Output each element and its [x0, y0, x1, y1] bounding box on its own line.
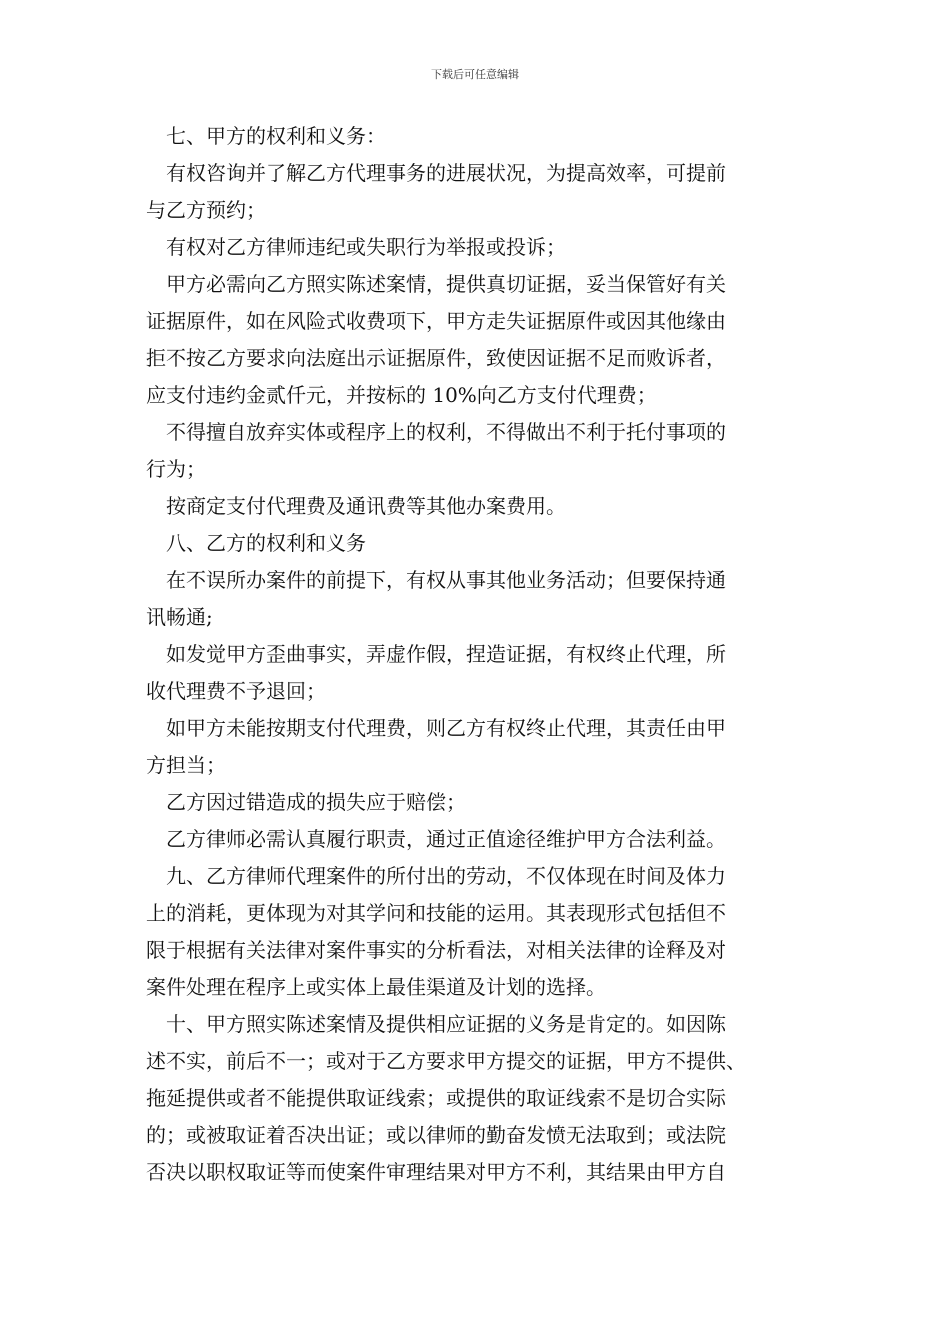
paragraph-line: 拖延提供或者不能提供取证线索；或提供的取证线索不是切合实际 — [146, 1086, 726, 1110]
paragraph-line: 行为； — [146, 457, 206, 481]
paragraph-line: 限于根据有关法律对案件事实的分析看法，对相关法律的诠释及对 — [146, 938, 726, 962]
section-heading-9: 九、乙方律师代理案件的所付出的劳动，不仅体现在时间及体力 — [166, 864, 726, 888]
page-header: 下载后可任意编辑 — [431, 68, 519, 81]
paragraph-line: 拒不按乙方要求向法庭出示证据原件，致使因证据不足而败诉者， — [146, 346, 726, 370]
paragraph-line: 否决以职权取证等而使案件审理结果对甲方不利，其结果由甲方自 — [146, 1160, 726, 1184]
paragraph-line: 方担当； — [146, 753, 226, 777]
paragraph-line: 上的消耗，更体现为对其学问和技能的运用。其表现形式包括但不 — [146, 901, 726, 925]
paragraph-line: 应支付违约金贰仟元，并按标的 10%向乙方支付代理费； — [146, 383, 657, 407]
paragraph-line: 讯畅通; — [146, 605, 213, 629]
paragraph-line: 有权咨询并了解乙方代理事务的进展状况，为提高效率，可提前 — [166, 161, 726, 185]
paragraph-line: 证据原件，如在风险式收费项下，甲方走失证据原件或因其他缘由 — [146, 309, 726, 333]
paragraph-line: 有权对乙方律师违纪或失职行为举报或投诉； — [166, 235, 566, 259]
section-heading-10: 十、甲方照实陈述案情及提供相应证据的义务是肯定的。如因陈 — [166, 1012, 726, 1036]
section-heading-8: 八、乙方的权利和义务 — [166, 531, 366, 555]
paragraph-line: 乙方因过错造成的损失应于赔偿； — [166, 790, 466, 814]
paragraph-line: 不得擅自放弃实体或程序上的权利，不得做出不利于托付事项的 — [166, 420, 726, 444]
paragraph-line: 案件处理在程序上或实体上最佳渠道及计划的选择。 — [146, 975, 606, 999]
paragraph-line: 述不实，前后不一；或对于乙方要求甲方提交的证据，甲方不提供、 — [146, 1049, 746, 1073]
paragraph-line: 甲方必需向乙方照实陈述案情，提供真切证据，妥当保管好有关 — [166, 272, 726, 296]
paragraph-line: 按商定支付代理费及通讯费等其他办案费用。 — [166, 494, 566, 518]
document-body — [146, 118, 810, 1191]
paragraph-line: 乙方律师必需认真履行职责，通过正值途径维护甲方合法利益。 — [166, 827, 726, 851]
paragraph-line: 如甲方未能按期支付代理费，则乙方有权终止代理，其责任由甲 — [166, 716, 726, 740]
paragraph-line: 如发觉甲方歪曲事实，弄虚作假，捏造证据，有权终止代理，所 — [166, 642, 726, 666]
paragraph-line: 在不误所办案件的前提下，有权从事其他业务活动；但要保持通 — [166, 568, 726, 592]
section-heading-7: 七、甲方的权利和义务： — [166, 124, 386, 148]
paragraph-line: 的；或被取证着否决出证；或以律师的勤奋发愤无法取到；或法院 — [146, 1123, 726, 1147]
paragraph-line: 与乙方预约； — [146, 198, 266, 222]
paragraph-line: 收代理费不予退回； — [146, 679, 326, 703]
